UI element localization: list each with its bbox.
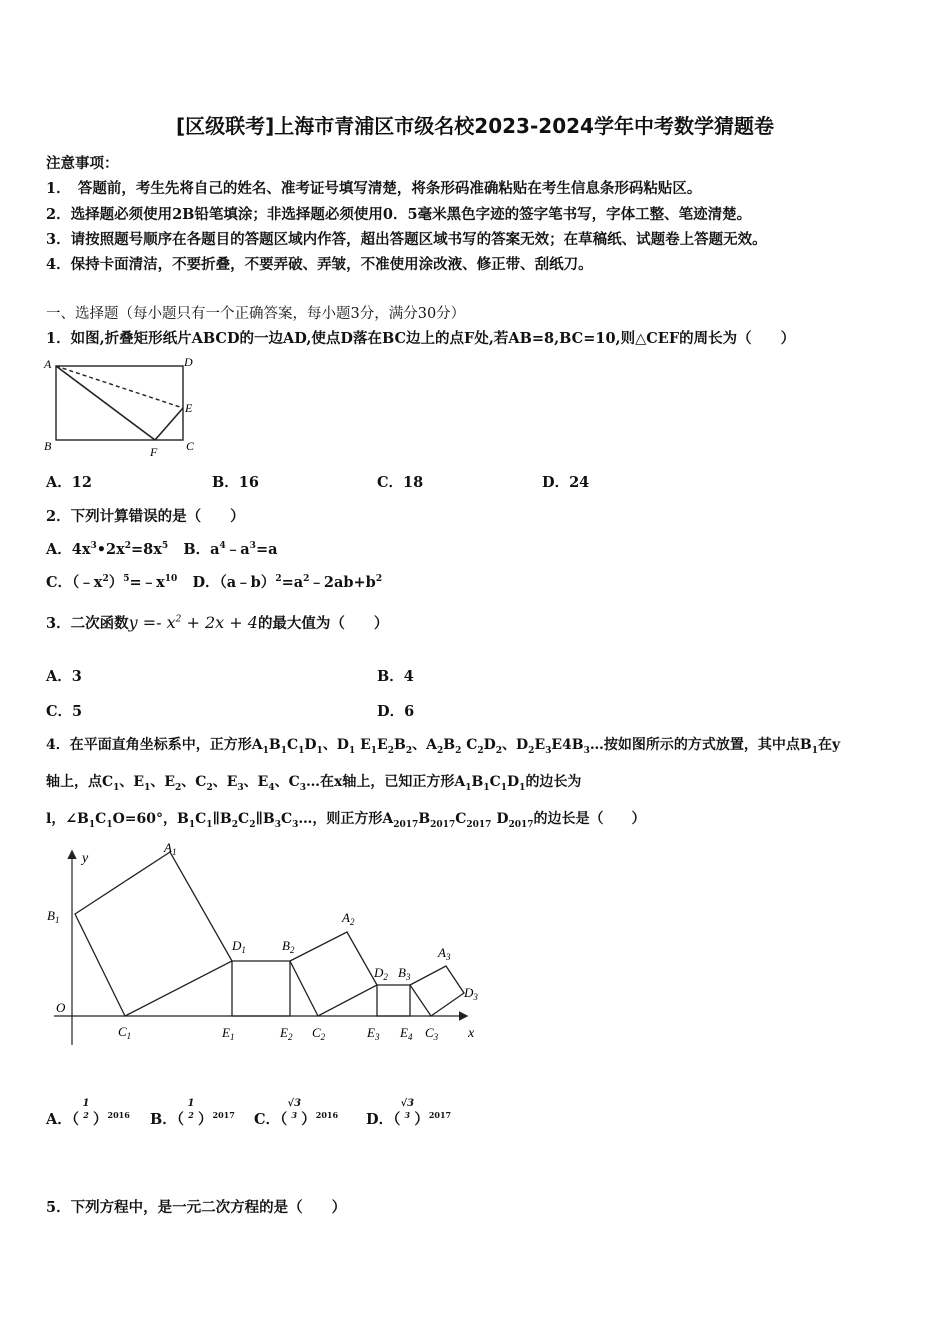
question-4-figure [42, 840, 492, 1055]
label-b1: $B_1$ [47, 908, 60, 925]
q3-option-a[interactable]: A．3 [46, 668, 82, 685]
question-1-stem: 1．如图,折叠矩形纸片ABCD的一边AD,使点D落在BC边上的点F处,若AB=8,BC=10,则△CEF的周长为（ ） [46, 330, 796, 347]
label-d1: $D_1$ [232, 938, 246, 955]
question-4-stem-line-3: l，$\angle B_1C_1O=60^\circ$，$B_1C_1\parallel B_2C_2\parallel B_3C_3\dots$，则正方形$A_{2017}B_{2017}C_{2017}$ $D_{2017}$的边长是（ ） [46, 811, 646, 830]
note-item: 4．保持卡面清洁，不要折叠，不要弄破、弄皱，不准使用涂改液、修正带、刮纸刀。 [46, 256, 593, 273]
label-d2: $D_2$ [374, 965, 388, 982]
q1-option-b[interactable]: B．16 [212, 474, 259, 491]
question-2-stem: 2．下列计算错误的是（ ） [46, 508, 245, 525]
label-a3: $A_3$ [438, 945, 451, 962]
label-b3: $B_3$ [398, 965, 411, 982]
label-f: F [150, 445, 158, 459]
label-b: B [44, 439, 52, 453]
question-5-stem: 5．下列方程中，是一元二次方程的是（ ） [46, 1199, 347, 1216]
q4-option-c[interactable]: C．（ √3 3 ）$^{2016}$ [254, 1098, 339, 1128]
note-item: 3．请按照题号顺序在各题目的答题区域内作答，超出答题区域书写的答案无效；在草稿纸、试题卷上答题无效。 [46, 231, 767, 248]
label-e3: $E_3$ [367, 1025, 380, 1042]
note-item: 1． 答题前，考生先将自己的姓名、准考证号填写清楚，将条形码准确粘贴在考生信息条形码粘贴区。 [46, 180, 702, 197]
label-c2: $C_2$ [312, 1025, 326, 1042]
note-item: 2．选择题必须使用2B铅笔填涂；非选择题必须使用0．5毫米黑色字迹的签字笔书写，字体工整、笔迹清楚。 [46, 206, 752, 223]
dashed-line-ae [56, 366, 183, 408]
q3-option-b[interactable]: B．4 [377, 668, 414, 685]
label-b2: $B_2$ [282, 938, 295, 955]
square-a2b2c2d2 [290, 932, 377, 1016]
label-d3: $D_3$ [464, 985, 478, 1002]
question-4-stem-line-2: 轴上，点$C_1$、$E_1$、$E_2$、$C_2$、$E_3$、$E_4$、$C_3\dots$在x轴上，已知正方形$A_1B_1C_1D_1$的边长为 [46, 774, 582, 793]
square-a3b3c3d3 [410, 966, 464, 1016]
question-1-figure [42, 352, 202, 462]
q4-option-b[interactable]: B．（ 1 2 ）$^{2017}$ [150, 1098, 235, 1128]
label-c3: $C_3$ [425, 1025, 439, 1042]
notes-heading: 注意事项： [46, 155, 119, 172]
label-y: y [82, 851, 89, 866]
question-3-stem: 3．二次函数$y =- x^2 + 2x + 4$的最大值为（ ） [46, 613, 389, 632]
q1-option-d[interactable]: D．24 [542, 474, 590, 491]
page-title: [区级联考]上海市青浦区市级名校2023-2024学年中考数学猜题卷 [176, 114, 774, 138]
label-e2: $E_2$ [280, 1025, 293, 1042]
q4-option-d[interactable]: D．（ √3 3 ）$^{2017}$ [366, 1098, 452, 1128]
q1-option-a[interactable]: A．12 [46, 474, 92, 491]
square-d2e3e4b3 [377, 985, 410, 1016]
label-d: D [184, 355, 193, 369]
label-a2: $A_2$ [342, 910, 355, 927]
label-e4: $E_4$ [400, 1025, 413, 1042]
q4-option-a[interactable]: A．（ 1 2 ）$^{2016}$ [46, 1098, 130, 1128]
label-o: O [56, 1000, 66, 1015]
q2-option-cd-row[interactable]: C．$(﹣x^2)^5=﹣x^{10}$ D．$(a﹣b)^2=a^2﹣2ab+b^2$ [46, 574, 383, 591]
section-heading: 一、选择题（每小题只有一个正确答案，每小题3分，满分30分） [46, 306, 466, 322]
question-4-stem-line-1: 4．在平面直角坐标系中，正方形$A_1B_1C_1D_1$、$D_1$ $E_1E_2B_2$、$A_2B_2$ $C_2D_2$、$D_2E_3E4B_3\dots$按如图所示的方式放置，其中点$B_1$在y [46, 737, 841, 756]
fold-line-fe [155, 408, 183, 440]
square-a1b1c1d1 [75, 852, 232, 1016]
label-c1: $C_1$ [118, 1024, 132, 1041]
q3-option-c[interactable]: C．5 [46, 703, 83, 720]
q1-option-c[interactable]: C．18 [377, 474, 424, 491]
label-a: A [44, 357, 52, 371]
square-d1e1e2b2 [232, 961, 290, 1016]
label-e1: $E_1$ [222, 1025, 235, 1042]
label-a1: $A_1$ [164, 840, 177, 857]
q3-option-d[interactable]: D．6 [377, 703, 415, 720]
q2-option-ab-row[interactable]: A．$4x^3•2x^2=8x^5$ B．$a^4﹣a^3=a$ [46, 541, 278, 558]
quadratic-formula: $y =- x^2 + 2x + 4$ [128, 613, 258, 632]
label-c: C [186, 439, 195, 453]
label-x: x [468, 1026, 475, 1041]
fold-line-af [56, 366, 155, 440]
label-e: E [185, 401, 193, 415]
